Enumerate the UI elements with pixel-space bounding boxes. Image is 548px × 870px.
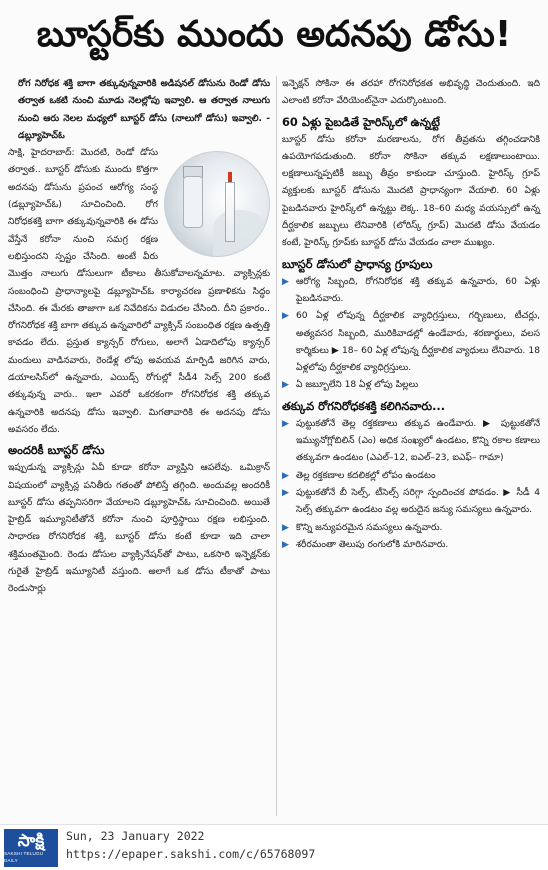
logo-wordmark: సాక్షి [17,831,45,851]
glove-icon [213,210,269,257]
intro-credit: - డబ్ల్యూహెచ్ఓ [18,113,270,141]
right-triangle-icon: ▶ [282,522,289,533]
edition-date: Sun, 23 January 2022 [66,829,205,843]
heading-low-immunity: తక్కువ రోగనిరోధకశక్తి కలిగినవారు... [282,398,446,413]
page-title: బూస్టర్‌కు ముందు అదనపు డోసు! [36,14,512,55]
intro-paragraph [8,76,270,145]
vaccine-photo [164,151,270,257]
vial-icon [183,176,203,228]
column-divider [276,76,277,816]
right-triangle-icon: ▶ [282,470,289,481]
low-immunity-list-item: ▶ కొన్ని జన్యుపరమైన సమస్యలు ఉన్నవారు. [282,520,540,537]
right-triangle-icon: ▶ [282,311,289,322]
epaper-link[interactable]: https://epaper.sakshi.com/c/65768097 [66,847,316,861]
right-triangle-icon: ▶ [282,539,289,550]
heading-booster-for-all: అందరికీ బూస్టర్ డోసు [8,443,105,458]
body-paragraph-right-2: బూస్టర్ డోసు కరోనా మరణాలను, రోగ తీవ్రతను తగ్గించడానికి ఉపయోగపడుతుంది. కరోనా సోకినా తక్కువ లక్షణాలుంటాయి. లక్షణాలున్నప్పటికీ జబ్బు తీవ్రం కాకుండా చూస్తుంది. హైరిస్క్ గ్రూప్ వ్యక్తులకు బూస్టర్ డోసును మొదటి ప్రాధాన్యంగా వేయాలి. 60 ఏళ్లు పైబడినవారు హైరిస్క్‌లో ఉన్నట్టు లెక్క. 18–60 మధ్య వయస్సులో ఉన్న దీర్ఘకాలిక జబ్బులు లేనివారికి (లోరిస్క్ గ్రూప్) మొదటి డోసు వేయడం కంటే, హైరిస్క్ గ్రూప్‌కు బూస్టర్ డోసు వేయడం చాలా ముఖ్యం. [282,134,540,249]
right-triangle-icon: ▶ [282,380,289,391]
sakshi-logo[interactable] [4,829,58,867]
body-paragraph-left-2: ఇప్పుడున్న వ్యాక్సిన్లు ఏవీ కూడా కరోనా వ్యాప్తిని ఆపలేవు. ఒమిక్రాన్ విషయంలో వ్యాక్సిన్ల పనితీరు గతంతో పోలిస్తే తగ్గింది. అందువల్ల అందరికీ బూస్టర్ డోసు తప్పనిసరిగా వేయాలని డబ్ల్యూహెచ్ఓ సూచించింది. అయితే హైబ్రిడ్ ఇమ్యూనిటీతోనే కరోనా నుంచి పూర్తిస్థాయి రక్షణ లభిస్తుంది. సాధారణ రోగనిరోధక శక్తి, బూస్టర్ డోసు కంటే కూడా ఇది చాలా శక్తిమంతమైంది. రెండు డోసుల వ్యాక్సినేషన్‌తో పాటు, ఒకసారి ఇన్ఫెక్షన్‌కు గురైతే హైబ్రిడ్ ఇమ్యూనిటీ వస్తుంది. అలాగే ఒక డోసు టీకాతో పాటు రెండుసార్లు [8,463,270,595]
right-triangle-icon: ▶ [282,487,289,498]
low-immunity-list-item: ▶ తెల్ల రక్తకణాల కదలికల్లో లోపం ఉండటం [282,468,540,485]
intro-text: రోగ నిరోధక శక్తి బాగా తక్కువున్నవారికి అడిషనల్ డోసును రెండో డోసు తర్వాత ఒకటి నుంచి మూడు నెలల్లోపు ఇవ్వాలి. ఆ తర్వాత నాలుగు నుంచి ఆరు నెలల మధ్యలో బూస్టర్ డోసు (నాలుగో డోసు) ఇవ్వాలి. [18,79,270,124]
priority-list-item: ▶ 60 ఏళ్ల లోపున్న దీర్ఘకాలిక వ్యాధిగ్రస్తులు, గర్భిణులు, టీచర్లు, అత్యవసర సిబ్బంది, మురికివాడల్లో ఉండేవారు, శరణార్థులు, వలస కార్మికులు ▶ 18– 60 ఏళ్ల లోపున్న దీర్ఘకాలిక వ్యాధులు లేనివారు. 18 ఏళ్లలోపు దీర్ఘకాలిక వ్యాధిగ్రస్తులు. [282,308,540,377]
priority-list-item: ▶ ఆరోగ్య సిబ్బంది, రోగనిరోధక శక్తి తక్కువ ఉన్నవారు, 60 ఏళ్లు పైబడినవారు. [282,274,540,309]
epaper-footer [0,824,548,870]
heading-high-risk: 60 ఏళ్లు పైబడితే హైరిస్క్‌లో ఉన్నట్టే [282,114,440,129]
right-triangle-icon: ▶ [282,418,289,429]
heading-priority-groups: బూస్టర్ డోసులో ప్రాధాన్య గ్రూపులు [282,256,433,271]
priority-list-item: ▶ ఏ జబ్బూలేని 18 ఏళ్ల లోపు పిల్లలు [282,377,540,394]
syringe-icon [225,182,235,242]
right-triangle-icon: ▶ [282,276,289,287]
low-immunity-list-item: ▶ పుట్టుకతోనే బీ సెల్స్, టీసెల్స్ సరిగ్గా స్పందించక పోవడం. ▶ సీడీ 4 సెల్స్ తక్కువగా ఉండటం వల్ల అరుదైన జన్యు సమస్యలు ఉన్నవారు. [282,485,540,520]
right-column [282,76,540,554]
logo-tagline: SAKSHI TELUGU DAILY [4,851,44,863]
body-paragraph-left-1: సాక్షి, హైదరాబాద్: మొదటి, రెండో డోసు తర్వాత.. బూస్టర్ డోసుకు ముందు కొత్తగా అదనపు డోసును ప్రపంచ ఆరోగ్య సంస్థ (డబ్ల్యూహెచ్ఓ) సూచించింది. రోగ నిరోధకశక్తి బాగా తక్కువున్నవారికి ఈ డోసు వేస్తేనే కరోనా నుంచి సమగ్ర రక్షణ లభిస్తుందని స్పష్టం చేసింది. అంటే వీరు మొత్తం నాలుగు డోసులుగా టీకాలు తీసుకోవాలన్నమాట. వ్యాక్సిన్లకు సంబంధించి ప్రాధాన్యాలపై డబ్ల్యూహెచ్ఓ కార్యాచరణ ప్రణాళికను సిద్ధం చేసింది. ఈ మేరకు తాజాగా ఒక నివేదికను విడుదల చేసింది. దీని ప్రకారం.. రోగనిరోధక శక్తి బాగా తక్కువ ఉన్నవారిలో వ్యాక్సిన్ సంబంధిత రక్షణ ఉత్పత్తి కావడం లేదు. ప్రస్తుత క్యాన్సర్ రోగులు, అలాగే ఏడాదిలోపు క్యాన్సర్ మందులు వాడినవారు, రెండేళ్ల లోపు అవయవ మార్పిడి జరిగిన వారు, డయాలసిస్‌లో ఉన్నవారు, ఎయిడ్స్ రోగుల్లో సీడీ4 సెల్స్ 200 కంటే తక్కువున్న వారు.. ఇలా ఎవరో ఒకరకంగా రోగనిరోధక శక్తి తక్కువ ఉన్నవారికి అదనపు డోసు ఇవ్వాలి. మిగతావారికి ఈ అదనపు డోసు అవసరం లేదు. [8,148,270,435]
body-paragraph-right-1: ఇన్ఫెక్షన్ సోకినా ఈ తరహా రోగనిరోధకత అభివృద్ధి చెందుతుంది. ఇది ఎలాంటి కరోనా వేరియెంట్‌నైనా ఎదుర్కొంటుంది. [282,79,540,107]
low-immunity-list-item: ▶ శరీరమంతా తెలుపు రంగులోకి మారినవారు. [282,537,540,554]
left-column [8,76,270,599]
low-immunity-list-item: ▶ పుట్టుకతోనే తెల్ల రక్తకణాలు తక్కువ ఉండేవారు. ▶ పుట్టుకతోనే ఇమ్యునోగ్లోబిలిన్ (ఎం) అధిక సంఖ్యలో ఉండటం, కొన్ని రకాల కణాలు తక్కువగా ఉండటం (ఎఎల్–12, ఐఎల్–23, ఐఎఫ్– గామా) [282,416,540,468]
